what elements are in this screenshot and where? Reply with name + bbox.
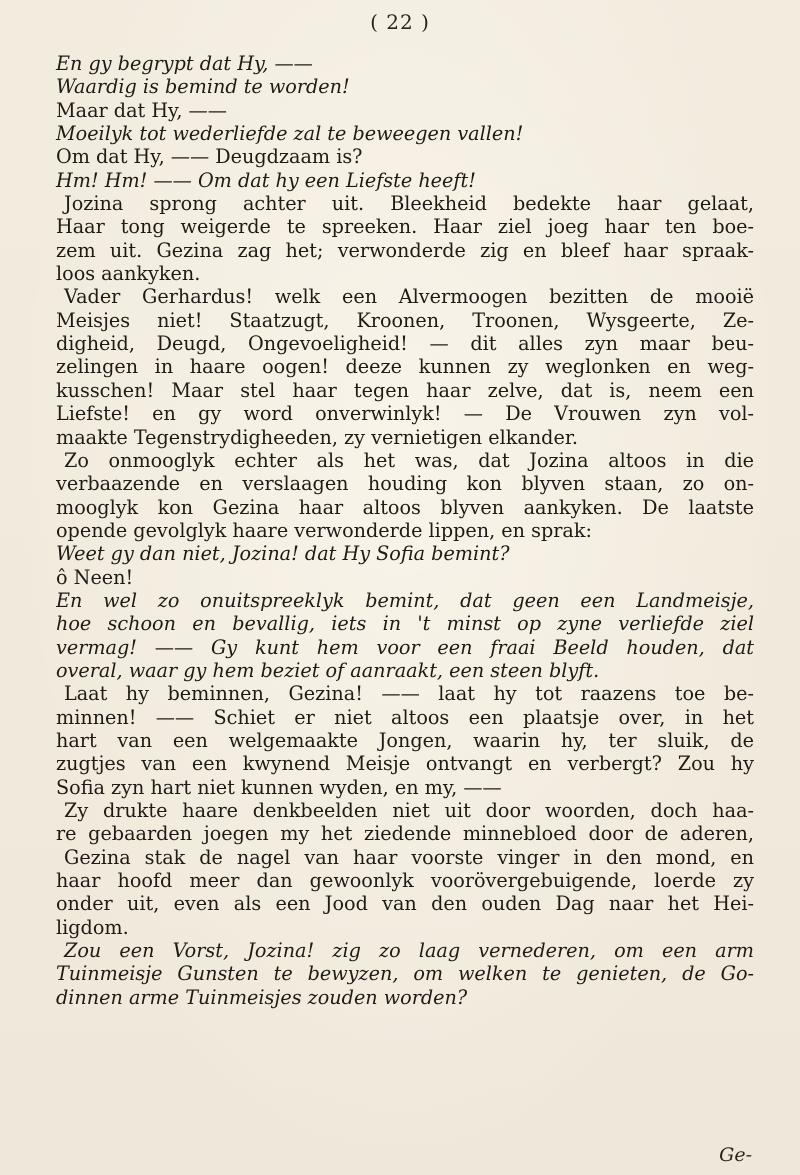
text-line: Weet gy dan niet, Jozina! dat Hy Sofia bemint? [56,542,510,566]
text-line: vermag! —— Gy kunt hem voor een fraai Beeld houden, dat [56,635,754,659]
text-line: Waardig is bemind te worden! [56,75,350,99]
text-line: Laat hy beminnen, Gezina! —— laat hy tot raazens toe be- [64,682,754,706]
text-line: hart van een welgemaakte Jongen, waarin hy, ter sluik, de [56,728,754,752]
text-line: loos aankyken. [56,262,201,286]
text-line: Zou een Vorst, Jozina! zig zo laag vernederen, om een arm [64,939,754,963]
text-line: overal, waar gy hem beziet of aanraakt, een steen blyft. [56,658,600,682]
text-line: mooglyk kon Gezina haar altoos blyven aankyken. De laatste [56,495,754,519]
page-number: ( 22 ) [370,10,430,34]
text-line: opende gevolglyk haare verwonderde lippen, en sprak: [56,518,592,542]
text-line: zem uit. Gezina zag het; verwonderde zig en bleef haar spraak- [56,238,754,262]
text-line: haar hoofd meer dan gewoonlyk voorövergebuigende, loerde zy [56,869,754,893]
text-line: onder uit, even als een Jood van den ouden Dag naar het Hei- [56,892,754,916]
text-line: Maar dat Hy, —— [56,98,227,122]
body-text [56,52,754,1009]
text-line: En wel zo onuitspreeklyk bemint, dat geen een Landmeisje, [56,588,754,612]
text-line: ô Neen! [56,565,134,589]
text-line: minnen! —— Schiet er niet altoos een plaatsje over, in het [56,705,754,729]
text-line: dinnen arme Tuinmeisjes zouden worden? [56,985,468,1009]
text-line: Moeilyk tot wederliefde zal te beweegen vallen! [56,122,524,146]
text-line: zelingen in haare oogen! deeze kunnen zy weglonken en weg- [56,355,754,379]
text-line: hoe schoon en bevallig, iets in 't minst op zyne verliefde ziel [56,612,754,636]
text-line: maakte Tegenstrydigheeden, zy vernietigen elkander. [56,425,578,449]
text-line: Zo onmooglyk echter als het was, dat Jozina altoos in die [64,448,754,472]
text-line: zugtjes van een kwynend Meisje ontvangt en verbergt? Zou hy [56,752,754,776]
text-line: Zy drukte haare denkbeelden niet uit door woorden, doch haa- [64,799,754,822]
text-line: Gezina stak de nagel van haar voorste vinger in den mond, en [64,845,754,869]
text-line: Jozina sprong achter uit. Bleekheid bedekte haar gelaat, [64,192,754,216]
text-line: Tuinmeisje Gunsten te bewyzen, om welken te genieten, de Go- [56,962,754,986]
text-line: En gy begrypt dat Hy, —— [56,52,313,75]
text-line: Haar tong weigerde te spreeken. Haar ziel joeg haar ten boe- [56,215,754,239]
text-line: digheid, Deugd, Ongevoeligheid! — dit alles zyn maar beu- [56,332,754,356]
text-line: ligdom. [56,915,129,939]
text-line: kusschen! Maar stel haar tegen haar zelve, dat is, neem een [56,378,754,402]
text-line: Om dat Hy, —— Deugdzaam is? [56,145,363,169]
text-line: verbaazende en verslaagen houding kon blyven staan, zo on- [56,472,754,496]
text-line: re gebaarden joegen my het ziedende minnebloed door de aderen, [56,822,754,846]
text-line: Hm! Hm! —— Om dat hy een Liefste heeft! [56,168,476,192]
catchword: Ge- [719,1144,752,1166]
text-line: Sofia zyn hart niet kunnen wyden, en my, —— [56,775,502,799]
text-line: Meisjes niet! Staatzugt, Kroonen, Troonen, Wysgeerte, Ze- [56,308,754,332]
text-line: Vader Gerhardus! welk een Alvermoogen bezitten de mooië [64,285,754,309]
text-line: Liefste! en gy word onverwinlyk! — De Vrouwen zyn vol- [56,402,754,426]
